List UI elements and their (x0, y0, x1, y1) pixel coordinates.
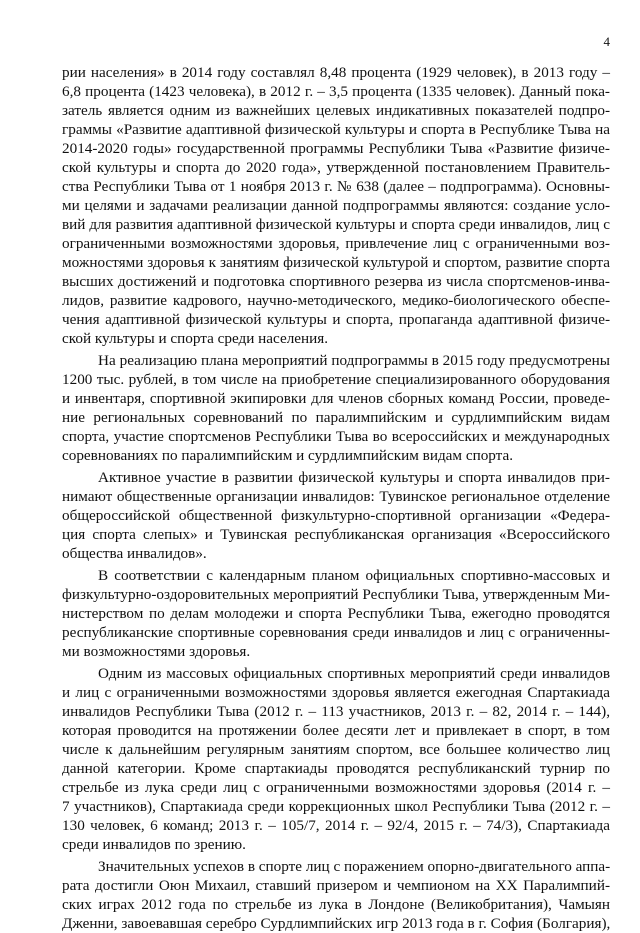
text-line: инвалидов Республики Тыва (2012 г. – 113 участников, 2013 г. – 82, 2014 г. – 144), (62, 703, 610, 720)
text-line: лидов, развитие кадрового, научно-методического, медико-биологического обеспе- (62, 292, 610, 309)
paragraph (62, 664, 610, 854)
text-line: ской культуры и спорта до 2020 года», утвержденной постановлением Правитель- (62, 159, 610, 176)
text-line: чения адаптивной физической культуры и спорта, пропаганда адаптивной физиче- (62, 311, 610, 328)
text-line: ми целями и задачами реализации данной подпрограммы являются: создание усло- (62, 197, 610, 214)
text-line: данной категории. Кроме спартакиады проводятся республиканский турнир по (62, 760, 610, 777)
text-line: рата достигли Оюн Михаил, ставший призером и чемпионом на XX Паралимпий- (62, 877, 610, 894)
text-line: 2014-2020 годы» государственной программы Республики Тыва «Развитие физиче- (62, 140, 610, 157)
text-line: и лиц с ограниченными возможностями здоровья является ежегодная Спартакиада (62, 684, 610, 701)
text-line: которая проводится на протяжении более десяти лет и привлекает в спорт, в том (62, 722, 610, 739)
text-line: среди инвалидов по зрению. (62, 836, 246, 853)
text-line: ограниченными возможностями здоровья, привлечение лиц с ограниченными воз- (62, 235, 610, 252)
text-line: В соответствии с календарным планом официальных спортивно-массовых и (98, 567, 610, 584)
text-line: На реализацию плана мероприятий подпрограммы в 2015 году предусмотрены (98, 352, 610, 369)
text-line: нимают общественные организации инвалидов: Тувинское региональное отделение (62, 488, 610, 505)
text-line: 7 участников), Спартакиада среди коррекционных школ Республики Тыва (2012 г. – (62, 798, 610, 815)
text-line: ция спорта слепых» и Тувинская республиканская организация «Всероссийского (62, 526, 610, 543)
text-line: граммы «Развитие адаптивной физической культуры и спорта в Республике Тыва на (62, 121, 610, 138)
paragraph (62, 351, 610, 465)
paragraph (62, 566, 610, 661)
text-line: 6,8 процента (1423 человека), в 2012 г. – 3,5 процента (1335 человек). Данный пока- (62, 83, 610, 100)
text-line: высших достижений и подготовка спортивного резерва из числа спортсменов-инва- (62, 273, 610, 290)
text-line: числе к дальнейшим регулярным занятиям спортом, все большее количество лиц (62, 741, 610, 758)
text-line: и инвентаря, спортивной экипировки для членов сборных команд России, проведе- (62, 390, 610, 407)
text-line: ских играх 2012 года по стрельбе из лука в Лондоне (Великобритания), Чамыян (62, 896, 610, 913)
text-line: соревнованиях по паралимпийским и сурдлимпийским видам спорта. (62, 447, 514, 464)
document-body (62, 63, 610, 933)
paragraph (62, 63, 610, 348)
text-line: ства Республики Тыва от 1 ноября 2013 г. № 638 (далее – подпрограмма). Основны- (62, 178, 610, 195)
text-line: спорта, участие спортсменов Республики Тыва во всероссийских и международных (62, 428, 610, 445)
text-line: республиканские спортивные соревнования среди инвалидов и лиц с ограниченны- (62, 624, 610, 641)
text-line: вий для развития адаптивной физической культуры и спорта среди инвалидов, лиц с (62, 216, 610, 233)
paragraph (62, 857, 610, 933)
text-line: общества инвалидов». (62, 545, 207, 562)
paragraph (62, 468, 610, 563)
text-line: Значительных успехов в спорте лиц с поражением опорно-двигательного аппа- (98, 858, 611, 875)
text-line: Одним из массовых официальных спортивных мероприятий среди инвалидов (98, 665, 610, 682)
text-line: ми возможностями здоровья. (62, 643, 251, 660)
text-line: затель является одним из важнейших целевых индикативных показателей подпро- (62, 102, 610, 119)
text-line: ние региональных соревнований по паралимпийским и сурдлимпийским видам (62, 409, 610, 426)
text-line: нистерством по делам молодежи и спорта Республики Тыва, ежегодно проводятся (62, 605, 610, 622)
text-line: можностями здоровья к занятиям физической культурой и спортом, развитие спорта (62, 254, 610, 271)
text-line: рии населения» в 2014 году составлял 8,48 процента (1929 человек), в 2013 году – (62, 64, 610, 81)
text-line: стрельбе из лука среди лиц с ограниченными возможностями здоровья (2014 г. – (62, 779, 610, 796)
text-line: ской культуры и спорта среди населения. (62, 330, 329, 347)
text-line: физкультурно-оздоровительных мероприятий Республики Тыва, утвержденным Ми- (62, 586, 610, 603)
text-line: Дженни, завоевавшая серебро Сурдлимпийских игр 2013 года в г. София (Болгария), (62, 915, 611, 932)
text-line: Активное участие в развитии физической культуры и спорта инвалидов при- (98, 469, 610, 486)
text-line: общероссийской общественной физкультурно-спортивной организации «Федера- (62, 507, 610, 524)
text-line: 130 человек, 6 команд; 2013 г. – 105/7, 2014 г. – 92/4, 2015 г. – 74/3), Спартакиада (62, 817, 610, 834)
page-number: 4 (603, 34, 610, 49)
text-line: 1200 тыс. рублей, в том числе на приобретение специализированного оборудования (62, 371, 610, 388)
